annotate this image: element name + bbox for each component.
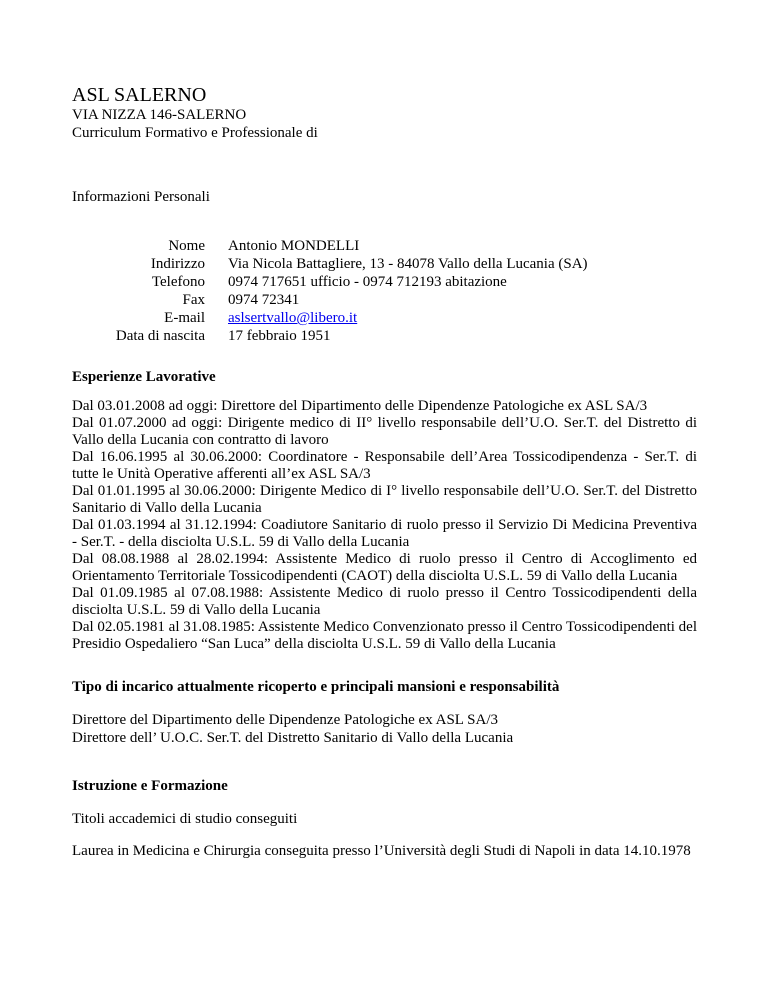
info-row-data-di-nascita (72, 327, 697, 345)
info-value-data-di-nascita: 17 febbraio 1951 (228, 328, 331, 344)
info-label: Data di nascita (115, 328, 205, 344)
work-experience-entry: Dal 03.01.2008 ad oggi: Direttore del Dipartimento delle Dipendenze Patologiche ex ASL SA/3 (72, 398, 648, 414)
document-content (72, 84, 697, 860)
info-value-telefono: 0974 717651 ufficio - 0974 712193 abitazione (228, 274, 507, 290)
section-title-personal-info: Informazioni Personali (72, 189, 210, 205)
info-label: E-mail (164, 310, 205, 326)
work-experience-entry: Dal 01.09.1985 al 07.08.1988: Assistente Medico di ruolo presso il Centro Tossicodipendenti della disciolta U.S.L. 59 di Vallo della Lucania (72, 585, 697, 618)
work-experience-entry: Dal 02.05.1981 al 31.08.1985: Assistente Medico Convenzionato presso il Centro Tossicodipendenti del Presidio Ospedaliero “San Luca” della disciolta U.S.L. 59 di Vallo della Lucania (72, 619, 697, 652)
org-address: VIA NIZZA 146-SALERNO (72, 107, 247, 123)
work-experience-entry: Dal 01.01.1995 al 30.06.2000: Dirigente Medico di I° livello responsabile dell’U.O. Ser.T. del Distretto Sanitario di Vallo della Lucania (72, 483, 697, 516)
section-title-current-role: Tipo di incarico attualmente ricoperto e principali mansioni e responsabilità (72, 679, 560, 695)
work-experience-entry: Dal 08.08.1988 al 28.02.1994: Assistente Medico di ruolo presso il Centro di Accoglimento ed Orientamento Territoriale Tossicodipendenti (CAOT) della disciolta U.S.L. 59 di Vallo della Lucania (72, 551, 697, 584)
info-row-indirizzo (72, 255, 697, 273)
info-label: Indirizzo (150, 256, 205, 272)
info-value-fax: 0974 72341 (228, 292, 300, 308)
info-label: Telefono (151, 274, 205, 290)
current-role-list (72, 711, 697, 747)
info-row-nome (72, 237, 697, 255)
info-label: Nome (168, 238, 205, 254)
info-value-indirizzo: Via Nicola Battagliere, 13 - 84078 Vallo della Lucania (SA) (228, 256, 588, 272)
work-experience-entry: Dal 01.07.2000 ad oggi: Dirigente medico di II° livello responsabile dell’U.O. Ser.T. del Distretto di Vallo della Lucania con contratto di lavoro (72, 415, 697, 448)
info-row-telefono (72, 273, 697, 291)
work-experience-entry: Dal 16.06.1995 al 30.06.2000: Coordinatore - Responsabile dell’Area Tossicodipendenza - Ser.T. di tutte le Unità Operative afferenti all’ex ASL SA/3 (72, 449, 697, 482)
current-role-entry: Direttore del Dipartimento delle Dipendenze Patologiche ex ASL SA/3 (72, 712, 498, 728)
document-subtitle: Curriculum Formativo e Professionale di (72, 125, 318, 141)
info-label: Fax (182, 292, 205, 308)
info-value-nome: Antonio MONDELLI (228, 238, 360, 254)
education-entry: Laurea in Medicina e Chirurgia conseguita presso l’Università degli Studi di Napoli in data 14.10.1978 (72, 843, 691, 859)
work-experience-entry: Dal 01.03.1994 al 31.12.1994: Coadiutore Sanitario di ruolo presso il Servizio Di Medicina Preventiva - Ser.T. - della disciolta U.S.L. 59 di Vallo della Lucania (72, 517, 697, 550)
education-subtitle: Titoli accademici di studio conseguiti (72, 811, 298, 827)
document-header (72, 84, 697, 142)
info-row-fax (72, 291, 697, 309)
email-link[interactable]: aslsertvallo@libero.it (228, 310, 358, 326)
work-experience-list (72, 398, 697, 653)
personal-info-table (72, 237, 697, 345)
org-name: ASL SALERNO (72, 84, 207, 106)
current-role-entry: Direttore dell’ U.O.C. Ser.T. del Distretto Sanitario di Vallo della Lucania (72, 730, 514, 746)
info-row-email (72, 309, 697, 327)
section-title-work-experience: Esperienze Lavorative (72, 369, 216, 385)
section-title-education: Istruzione e Formazione (72, 778, 228, 794)
